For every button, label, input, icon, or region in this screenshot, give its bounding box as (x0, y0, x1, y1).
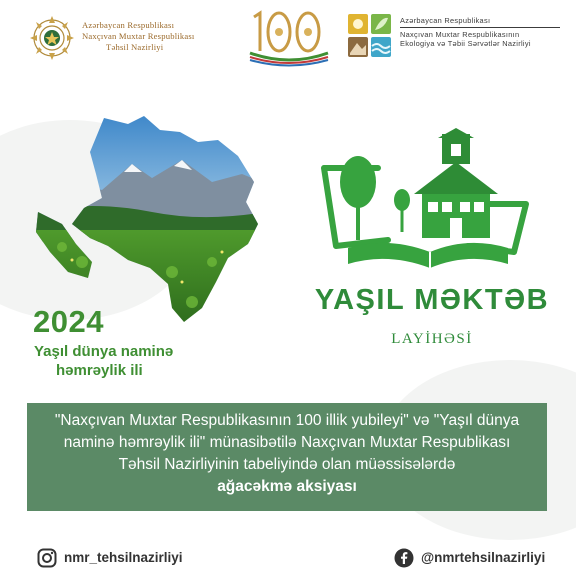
ecology-ministry-logo-icon (347, 13, 393, 59)
caption-line: Təhsil Nazirliyinin tabeliyində olan müəssisələrdə (118, 456, 456, 473)
ministry-name-line: Təhsil Nazirliyi (106, 42, 164, 52)
instagram-handle[interactable]: nmr_tehsilnazirliyi (64, 550, 183, 565)
ecology-ministry-name (400, 16, 570, 49)
green-school-logo-icon (318, 128, 538, 288)
caption-line: ağacəkmə aksiyası (217, 478, 357, 495)
ministry-name-line: Naxçıvan Muxtar Respublikası (82, 31, 195, 41)
year-label: 2024 (33, 304, 104, 339)
facebook-handle[interactable]: @nmrtehsilnazirliyi (421, 550, 546, 565)
year-tagline-line: Yaşıl dünya naminə (34, 343, 174, 360)
event-caption (27, 403, 547, 511)
azerbaijan-map-illustration (32, 112, 287, 327)
year-tagline (34, 342, 274, 380)
ministry-name (82, 20, 232, 53)
ministry-name-line: Azərbaycan Respublikası (82, 20, 175, 30)
header-divider (400, 27, 560, 28)
jubilee-100-logo-icon (246, 9, 332, 67)
ecology-ministry-name-line: Azərbaycan Respublikası (400, 16, 491, 25)
ecology-ministry-name-line: Naxçıvan Muxtar Respublikasının (400, 29, 520, 39)
ecology-ministry-name-line: Ekologiya və Təbii Sərvətlər Nazirliyi (400, 39, 531, 49)
year-tagline-line: həmrəylik ili (56, 362, 143, 379)
facebook-icon[interactable] (394, 548, 414, 568)
caption-line: "Naxçıvan Muxtar Respublikasının 100 illik yubileyi" və "Yaşıl dünya (54, 412, 520, 429)
instagram-icon[interactable] (37, 548, 57, 568)
project-subtitle: LAYİHƏSİ (391, 331, 473, 347)
caption-line: naminə həmrəylik ili" münasibətilə Naxçıvan Muxtar Respublikası (63, 434, 511, 451)
project-title: YAŞIL MƏKTƏB (314, 284, 550, 316)
ministry-emblem-icon (26, 13, 78, 63)
